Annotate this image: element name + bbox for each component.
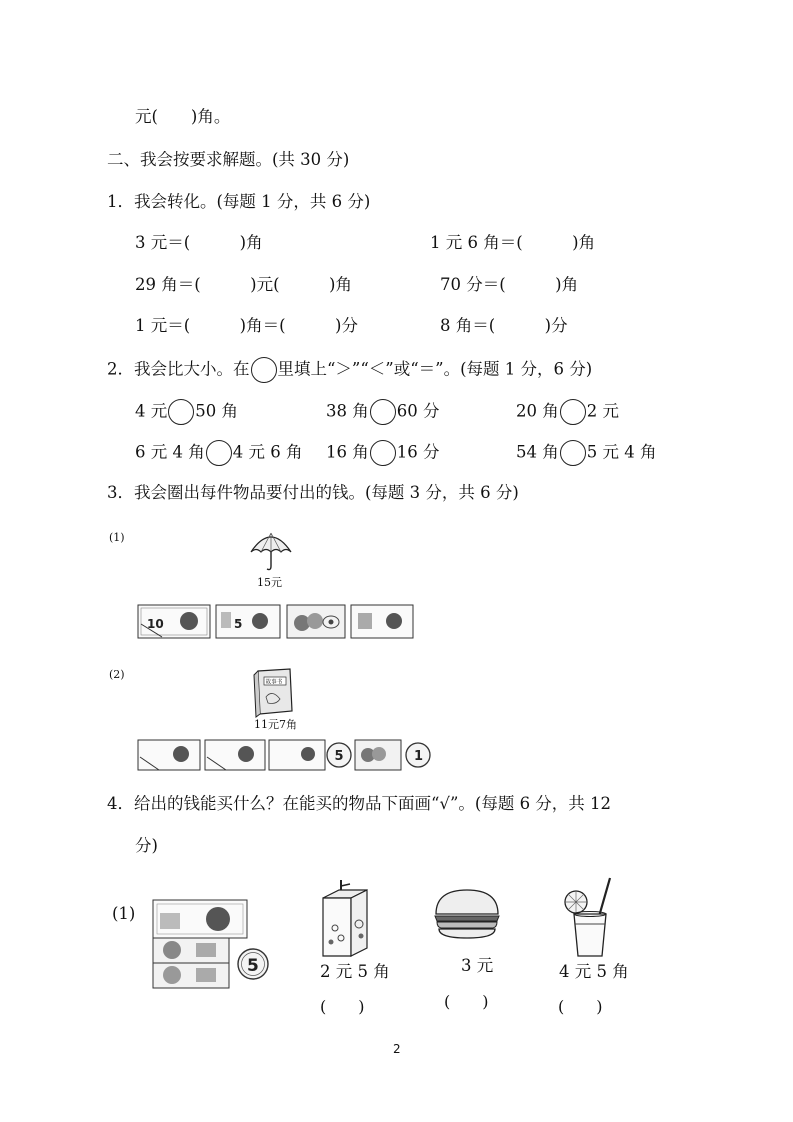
compare-circle[interactable] bbox=[560, 440, 586, 466]
compare-item bbox=[326, 399, 440, 425]
q3-sub1-number: (1) bbox=[109, 531, 125, 544]
compare-item bbox=[516, 399, 619, 425]
carryover-line: 元( )角。 bbox=[135, 107, 231, 126]
compare-right: 4 元 6 角 bbox=[232, 442, 303, 462]
milk-price: 2 元 5 角 bbox=[320, 962, 390, 981]
compare-right: 50 角 bbox=[195, 401, 238, 421]
money-row-1 bbox=[137, 604, 413, 640]
q2-title bbox=[107, 357, 592, 383]
compare-left: 38 角 bbox=[326, 401, 369, 421]
q4-title-line1: 4．给出的钱能买什么？在能买的物品下面画“√”。(每题 6 分，共 12 bbox=[107, 794, 612, 813]
given-money-icon bbox=[150, 897, 275, 992]
q1-item: 70 分＝( )角 bbox=[440, 275, 579, 294]
answer-blank-hamburger[interactable]: ( ) bbox=[444, 992, 489, 1011]
money-row-2 bbox=[137, 739, 437, 773]
banknote-1-jiao-icon bbox=[287, 605, 345, 638]
q2-title-part-b: 里填上“＞”“＜”或“＝”。(每题 1 分，6 分) bbox=[277, 359, 593, 379]
answer-blank-milk[interactable]: ( ) bbox=[320, 997, 365, 1016]
compare-circle[interactable] bbox=[206, 440, 232, 466]
svg-text:5: 5 bbox=[334, 749, 344, 764]
q1-item: 29 角＝( )元( )角 bbox=[135, 275, 352, 294]
umbrella-price: 15元 bbox=[257, 576, 282, 589]
compare-item bbox=[135, 440, 302, 466]
q4-title-line2: 分) bbox=[135, 836, 158, 855]
juice-price: 4 元 5 角 bbox=[559, 962, 629, 981]
banknote-5-yuan-icon bbox=[216, 605, 280, 638]
compare-left: 16 角 bbox=[326, 442, 369, 462]
compare-circle[interactable] bbox=[370, 399, 396, 425]
coin-5-jiao-icon bbox=[327, 743, 351, 767]
compare-circle[interactable] bbox=[370, 440, 396, 466]
banknote-1-yuan-icon bbox=[269, 740, 325, 770]
umbrella-icon bbox=[248, 528, 294, 574]
milk-carton-icon bbox=[317, 880, 373, 960]
banknote-1-jiao-icon bbox=[355, 740, 401, 770]
banknote-10-yuan-icon bbox=[138, 605, 210, 638]
compare-right: 2 元 bbox=[586, 401, 619, 421]
svg-text:5: 5 bbox=[247, 956, 259, 976]
compare-right: 5 元 4 角 bbox=[586, 442, 657, 462]
section-heading: 二、我会按要求解题。(共 30 分) bbox=[107, 150, 350, 169]
compare-circle[interactable] bbox=[168, 399, 194, 425]
juice-glass-icon bbox=[560, 878, 618, 960]
compare-item bbox=[135, 399, 238, 425]
q1-item: 8 角＝( )分 bbox=[440, 316, 568, 335]
compare-left: 20 角 bbox=[516, 401, 559, 421]
q1-item: 3 元＝( )角 bbox=[135, 233, 263, 252]
q1-title: 1．我会转化。(每题 1 分，共 6 分) bbox=[107, 192, 371, 211]
q3-title: 3．我会圈出每件物品要付出的钱。(每题 3 分，共 6 分) bbox=[107, 483, 519, 502]
banknote-1-yuan-icon bbox=[351, 605, 413, 638]
compare-right: 16 分 bbox=[396, 442, 440, 462]
coin-1-jiao-icon bbox=[406, 743, 430, 767]
storybook-price: 11元7角 bbox=[254, 718, 297, 731]
banknote-10-yuan-icon bbox=[138, 740, 200, 770]
q4-sub-number: (1) bbox=[112, 904, 136, 923]
compare-item bbox=[326, 440, 440, 466]
circle-icon bbox=[251, 357, 277, 383]
q1-item: 1 元＝( )角＝( )分 bbox=[135, 316, 358, 335]
storybook-icon bbox=[252, 667, 298, 717]
hamburger-price: 3 元 bbox=[461, 956, 494, 975]
banknote-5-yuan-icon bbox=[205, 740, 265, 770]
compare-item bbox=[516, 440, 656, 466]
answer-blank-juice[interactable]: ( ) bbox=[558, 997, 603, 1016]
hamburger-icon bbox=[433, 888, 501, 940]
compare-right: 60 分 bbox=[396, 401, 440, 421]
q3-sub2-number: (2) bbox=[109, 668, 125, 681]
svg-text:10: 10 bbox=[147, 617, 164, 631]
compare-circle[interactable] bbox=[560, 399, 586, 425]
q2-title-part-a: 2．我会比大小。在 bbox=[107, 359, 250, 379]
svg-text:故事书: 故事书 bbox=[265, 679, 283, 686]
svg-text:1: 1 bbox=[414, 749, 424, 764]
svg-text:5: 5 bbox=[234, 617, 243, 631]
compare-left: 6 元 4 角 bbox=[135, 442, 205, 462]
compare-left: 4 元 bbox=[135, 401, 168, 421]
q1-item: 1 元 6 角＝( )角 bbox=[430, 233, 596, 252]
compare-left: 54 角 bbox=[516, 442, 559, 462]
page-number: 2 bbox=[393, 1042, 401, 1056]
